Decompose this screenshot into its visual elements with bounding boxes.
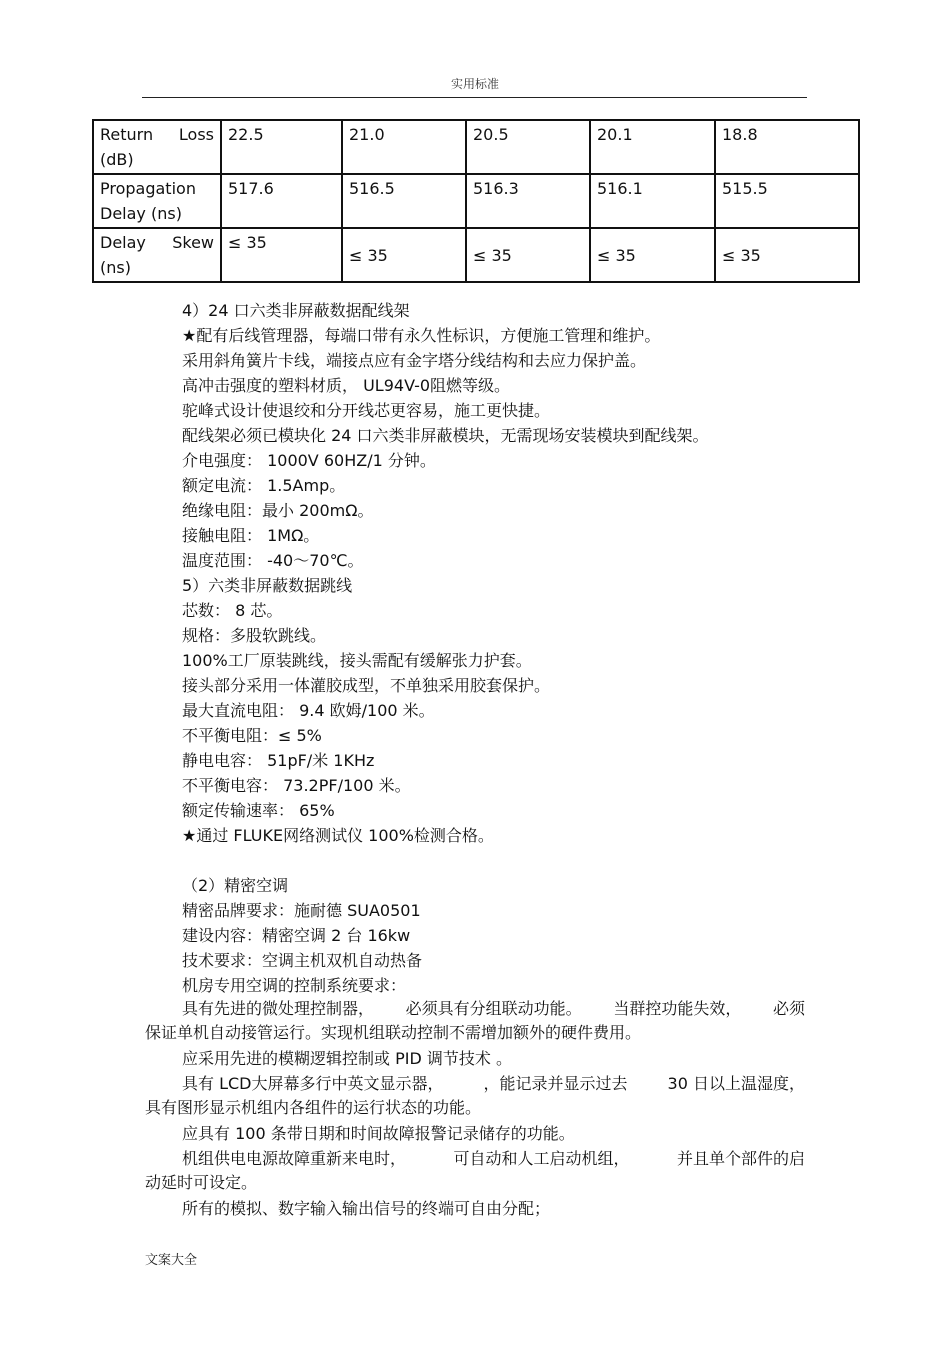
body-line: 建设内容：精密空调 2 台 16kw xyxy=(182,926,411,945)
table-cell: ≤ 35 xyxy=(715,228,859,282)
table-row xyxy=(93,120,859,174)
row-label: (dB) xyxy=(100,150,134,169)
body-line: 100%工厂原装跳线，接头需配有缓解张力护套。 xyxy=(182,651,532,670)
page-footer-text: 文案大全 xyxy=(145,1253,198,1268)
table-cell: 22.5 xyxy=(221,120,342,174)
paragraph-line: 应具有 100 条带日期和时间故障报警记录储存的功能。 xyxy=(182,1124,575,1143)
row-label-cell xyxy=(93,120,221,174)
paragraph-line: 应采用先进的模糊逻辑控制或 PID 调节技术 。 xyxy=(182,1049,512,1068)
table-cell: 20.1 xyxy=(590,120,715,174)
body-line: 额定电流： 1.5Amp。 xyxy=(182,476,346,495)
section-heading: 5）六类非屏蔽数据跳线 xyxy=(182,576,353,595)
table-cell: ≤ 35 xyxy=(466,228,590,282)
body-line: 不平衡电阻：≤ 5% xyxy=(182,726,322,745)
table-cell: 20.5 xyxy=(466,120,590,174)
body-line: ★通过 FLUKE网络测试仪 100%检测合格。 xyxy=(182,826,494,845)
body-line: 接触电阻： 1MΩ。 xyxy=(182,526,320,545)
paragraph-fragment: 具有先进的微处理控制器， xyxy=(182,999,375,1018)
paragraph-fragment: 具有 LCD大屏幕多行中英文显示器， xyxy=(182,1074,444,1093)
body-line: 精密品牌要求：施耐德 SUA0501 xyxy=(182,901,421,920)
paragraph-fragment: 机组供电电源故障重新来电时， xyxy=(182,1149,407,1168)
spec-table xyxy=(92,119,860,283)
body-line: 高冲击强度的塑料材质， UL94V-0阻燃等级。 xyxy=(182,376,511,395)
table-cell: 18.8 xyxy=(715,120,859,174)
paragraph-line: 保证单机自动接管运行。实现机组联动控制不需增加额外的硬件费用。 xyxy=(145,1023,642,1042)
body-line: 温度范围： -40～70℃。 xyxy=(182,551,364,570)
body-line: 驼峰式设计使退绞和分开线芯更容易，施工更快捷。 xyxy=(182,401,551,420)
body-line: 静电电容： 51pF/米 1KHz xyxy=(182,751,375,770)
paragraph-fragment: 并且单个部件的启 xyxy=(676,1149,805,1168)
row-label: Delay xyxy=(100,233,146,252)
body-line: 采用斜角簧片卡线，端接点应有金字塔分线结构和去应力保护盖。 xyxy=(182,351,647,370)
body-line: 额定传输速率： 65% xyxy=(182,801,335,820)
table-cell: ≤ 35 xyxy=(590,228,715,282)
body-line: 介电强度： 1000V 60HZ/1 分钟。 xyxy=(182,451,436,470)
row-label: Delay (ns) xyxy=(100,204,182,223)
body-line: 机房专用空调的控制系统要求： xyxy=(182,976,407,995)
body-line: 最大直流电阻： 9.4 欧姆/100 米。 xyxy=(182,701,435,720)
table-cell: 516.1 xyxy=(590,174,715,228)
body-line: 不平衡电容： 73.2PF/100 米。 xyxy=(182,776,411,795)
paragraph-fragment: 必须 xyxy=(772,999,805,1018)
paragraph xyxy=(145,1147,805,1195)
row-label: (ns) xyxy=(100,258,131,277)
paragraph-fragment: 可自动和人工启动机组， xyxy=(453,1149,630,1168)
table-cell: ≤ 35 xyxy=(221,228,342,282)
body-line: 规格：多股软跳线。 xyxy=(182,626,327,645)
paragraph xyxy=(145,1197,805,1221)
row-label: Skew xyxy=(172,233,214,252)
body-line: 芯数： 8 芯。 xyxy=(182,601,283,620)
paragraph-line: 所有的模拟、数字输入输出信号的终端可自由分配； xyxy=(182,1199,551,1218)
paragraph xyxy=(145,1122,805,1146)
table-cell: 517.6 xyxy=(221,174,342,228)
body-line: 配线架必须已模块化 24 口六类非屏蔽模块，无需现场安装模块到配线架。 xyxy=(182,426,709,445)
body-text xyxy=(182,298,822,998)
body-line: 技术要求：空调主机双机自动热备 xyxy=(182,951,423,970)
row-label: Propagation xyxy=(100,179,196,198)
table-cell: 515.5 xyxy=(715,174,859,228)
section-heading: 4）24 口六类非屏蔽数据配线架 xyxy=(182,301,410,320)
paragraph xyxy=(145,997,805,1045)
row-label-cell xyxy=(93,228,221,282)
section-heading: （2）精密空调 xyxy=(182,876,289,895)
page-header-title: 实用标准 xyxy=(450,77,499,91)
body-line: 绝缘电阻：最小 200mΩ。 xyxy=(182,501,374,520)
paragraph-line: 具有图形显示机组内各组件的运行状态的功能。 xyxy=(145,1098,482,1117)
paragraph xyxy=(145,1072,805,1120)
table-row xyxy=(93,228,859,282)
row-label: Return xyxy=(100,125,154,144)
row-label-cell xyxy=(93,174,221,228)
blank-line xyxy=(182,848,822,873)
table-cell: 516.5 xyxy=(342,174,466,228)
table-cell: ≤ 35 xyxy=(342,228,466,282)
paragraph xyxy=(145,1047,805,1071)
paragraph-fragment: ，能记录并显示过去 xyxy=(483,1074,628,1093)
paragraph-fragment: 必须具有分组联动功能。 xyxy=(405,999,582,1018)
body-line: 接头部分采用一体灌胶成型，不单独采用胶套保护。 xyxy=(182,676,551,695)
paragraph-fragment: 30 日以上温湿度， xyxy=(667,1074,805,1093)
paragraph-line: 动延时可设定。 xyxy=(145,1173,258,1192)
table-cell: 21.0 xyxy=(342,120,466,174)
body-line: ★配有后线管理器，每端口带有永久性标识，方便施工管理和维护。 xyxy=(182,326,661,345)
header-rule xyxy=(142,97,807,98)
table-row xyxy=(93,174,859,228)
row-label: Loss xyxy=(178,125,214,144)
paragraph-fragment: 当群控功能失效， xyxy=(613,999,742,1018)
table-cell: 516.3 xyxy=(466,174,590,228)
